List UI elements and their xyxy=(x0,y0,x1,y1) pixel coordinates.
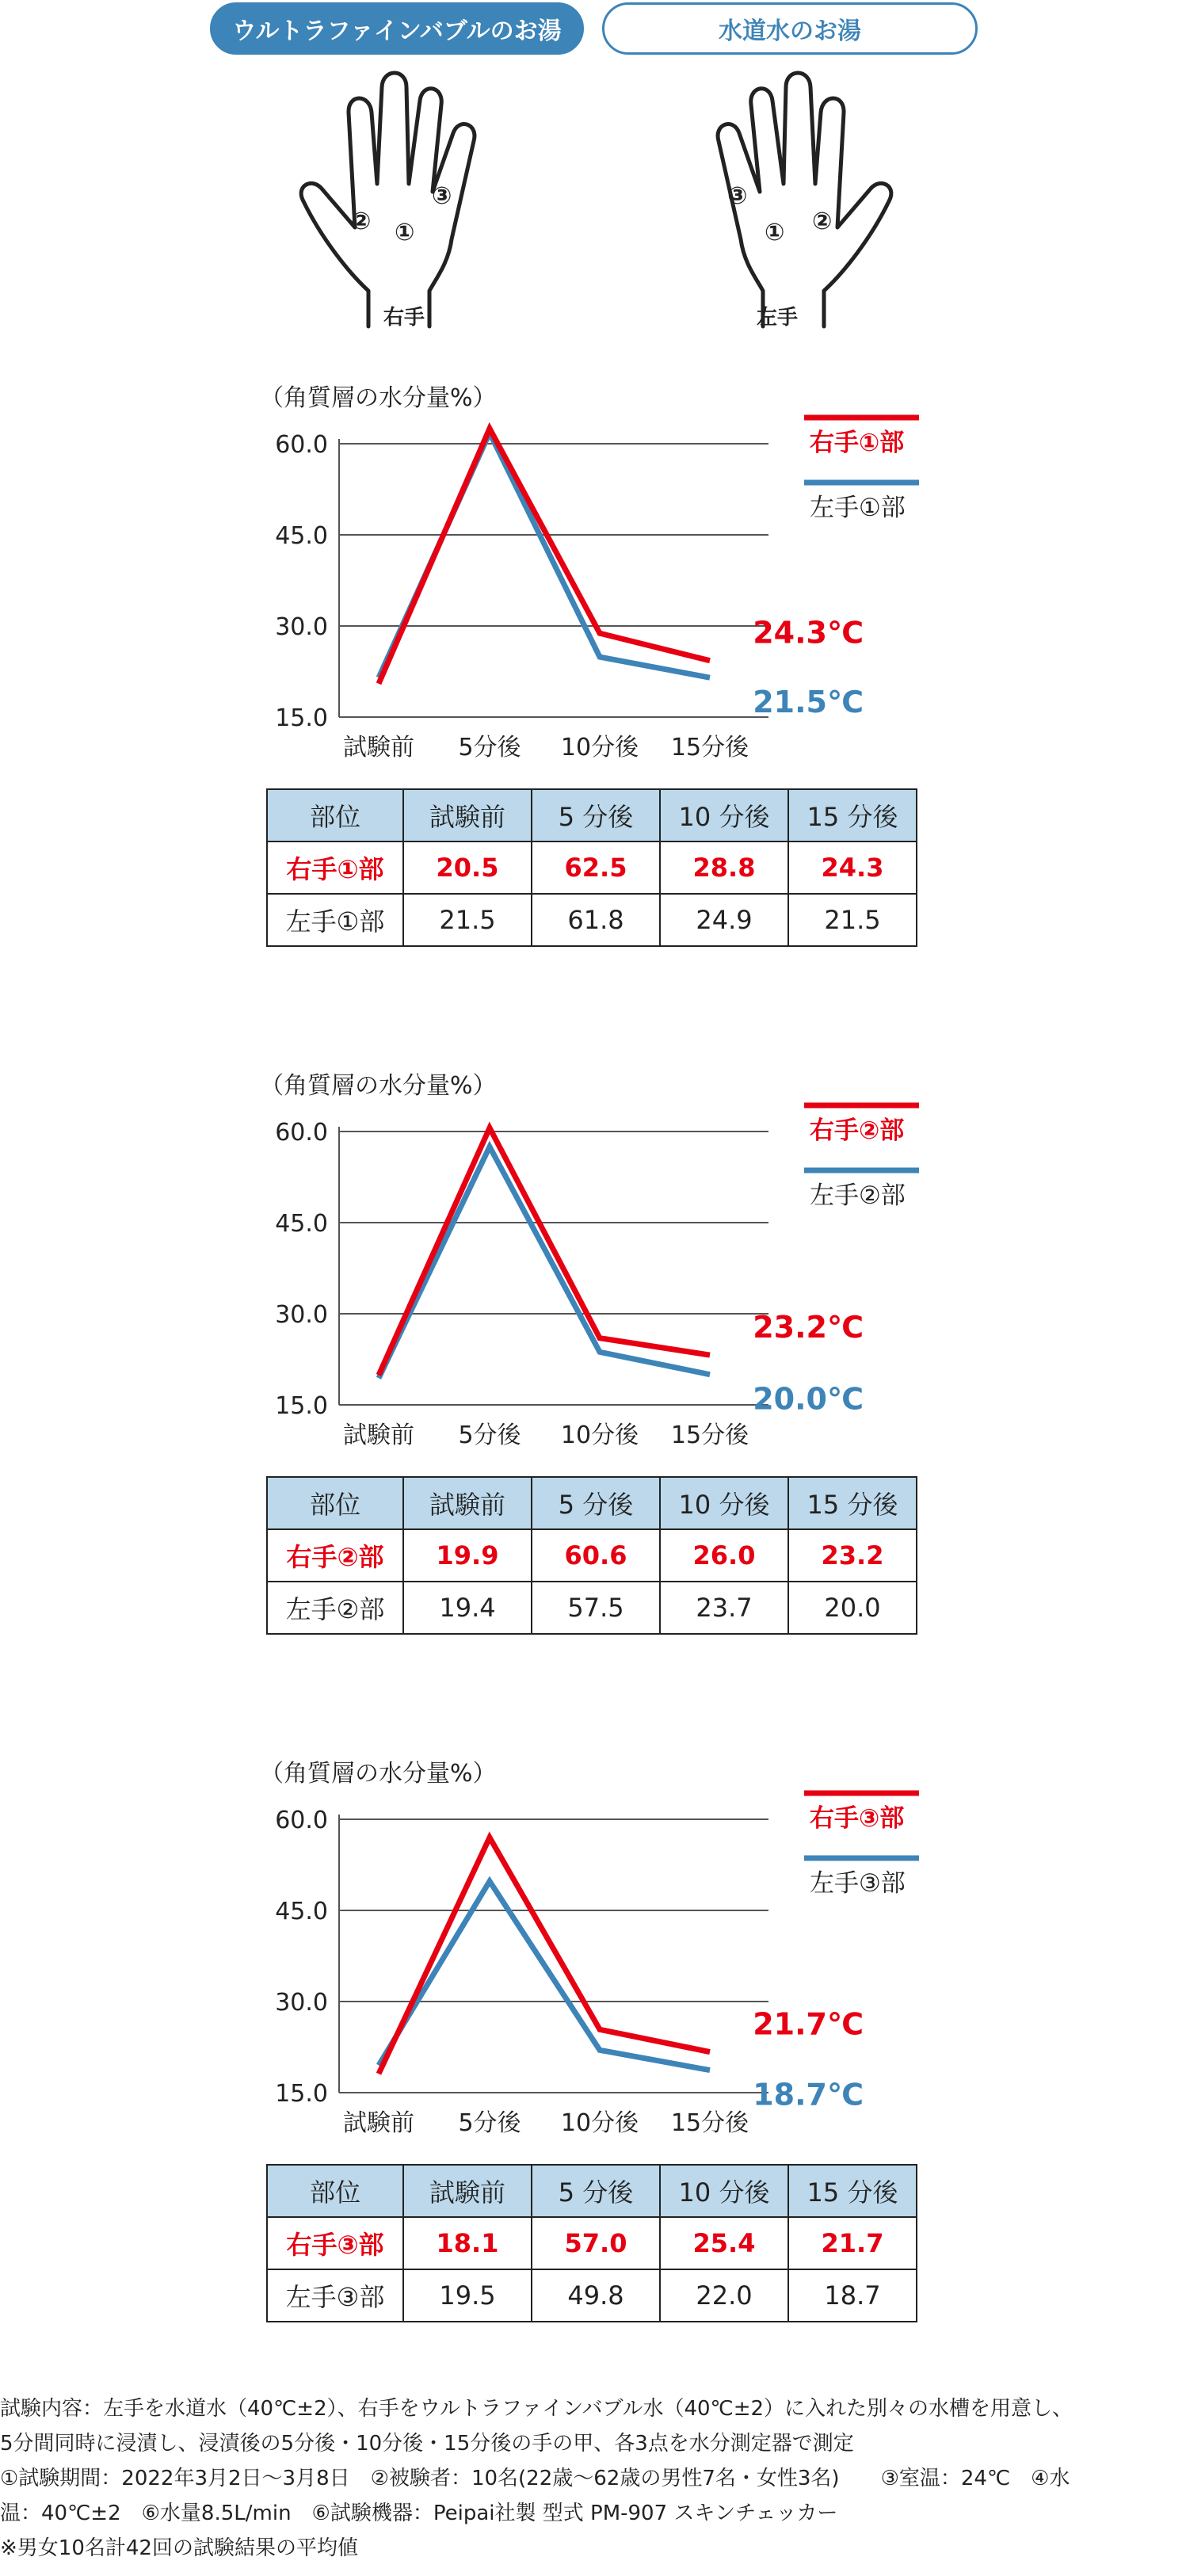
right-hand-illustration xyxy=(293,65,515,334)
x-tick-label: 10分後 xyxy=(560,1422,639,1449)
table-cell: 28.8 xyxy=(660,841,788,894)
moisture-table-2 xyxy=(266,1476,917,1635)
table-cell: 23.2 xyxy=(788,1529,917,1582)
x-tick-label: 試験前 xyxy=(343,2109,414,2137)
end-temperature-red: 21.7℃ xyxy=(753,2006,864,2042)
test-notes xyxy=(0,2391,1186,2566)
x-tick-label: 15分後 xyxy=(670,2109,749,2137)
right-hand-point-2: ② xyxy=(351,208,372,235)
tap-water-tab[interactable]: 水道水のお湯 xyxy=(602,2,978,55)
y-tick-label: 45.0 xyxy=(275,522,328,550)
table-cell: 右手③部 xyxy=(267,2217,403,2269)
moisture-table-1 xyxy=(266,788,917,947)
table-cell: 20.5 xyxy=(403,841,532,894)
end-temperature-red: 24.3℃ xyxy=(753,615,864,651)
moisture-chart-3 xyxy=(238,1748,951,2160)
table-cell: 右手①部 xyxy=(267,841,403,894)
note-line: 5分間同時に浸漬し、浸漬後の5分後・10分後・15分後の手の甲、各3点を水分測定器で測定 xyxy=(0,2432,854,2456)
y-tick-label: 30.0 xyxy=(275,1989,328,2017)
table-cell: 21.5 xyxy=(403,894,532,946)
moisture-table-3 xyxy=(266,2164,917,2322)
left-hand-point-2: ② xyxy=(812,208,833,235)
table-cell: 24.9 xyxy=(660,894,788,946)
table-cell: 57.0 xyxy=(532,2217,660,2269)
end-temperature-red: 23.2℃ xyxy=(753,1310,864,1345)
series-line-left xyxy=(379,433,710,677)
x-tick-label: 10分後 xyxy=(560,2109,639,2137)
y-tick-label: 45.0 xyxy=(275,1898,328,1925)
left-hand-illustration xyxy=(677,65,899,334)
table-cell: 57.5 xyxy=(532,1582,660,1634)
legend-label: 右手③部 xyxy=(810,1804,905,1833)
end-temperature-blue: 21.5℃ xyxy=(753,685,864,720)
table-cell: 20.0 xyxy=(788,1582,917,1634)
y-tick-label: 15.0 xyxy=(275,1392,328,1420)
table-header-cell: 部位 xyxy=(267,1477,403,1529)
note-line: ※男女10名計42回の試験結果の平均値 xyxy=(0,2536,358,2560)
table-header-cell: 10 分後 xyxy=(660,2165,788,2217)
legend-label: 左手③部 xyxy=(810,1869,906,1898)
x-tick-label: 試験前 xyxy=(343,1422,414,1449)
table-row-right xyxy=(267,1529,917,1582)
table-header-cell: 部位 xyxy=(267,2165,403,2217)
x-tick-label: 15分後 xyxy=(670,1422,749,1449)
table-cell: 24.3 xyxy=(788,841,917,894)
note-line: ①試験期間：2022年3月2日〜3月8日 ②被験者：10名(22歳〜62歳の男性7名・女性3名) ③室温：24℃ ④水 xyxy=(0,2467,1070,2490)
table-header-cell: 試験前 xyxy=(403,2165,532,2217)
table-header-row xyxy=(267,789,917,841)
table-header-cell: 試験前 xyxy=(403,1477,532,1529)
chart-svg xyxy=(238,372,951,784)
table-cell: 23.7 xyxy=(660,1582,788,1634)
table-header-cell: 10 分後 xyxy=(660,1477,788,1529)
left-hand-label: 左手 xyxy=(757,306,799,330)
moisture-chart-1 xyxy=(238,372,951,784)
table-cell: 61.8 xyxy=(532,894,660,946)
table-cell: 22.0 xyxy=(660,2269,788,2322)
x-tick-label: 試験前 xyxy=(343,734,414,761)
table-row-left xyxy=(267,2269,917,2322)
y-axis-label: （角質層の水分量%） xyxy=(260,1760,497,1788)
table-cell: 左手①部 xyxy=(267,894,403,946)
table-cell: 右手②部 xyxy=(267,1529,403,1582)
legend-label: 左手①部 xyxy=(810,494,906,522)
table-cell: 49.8 xyxy=(532,2269,660,2322)
chart-svg xyxy=(238,1060,951,1472)
table-cell: 19.9 xyxy=(403,1529,532,1582)
table-cell: 18.1 xyxy=(403,2217,532,2269)
series-line-right xyxy=(379,1838,710,2074)
table-cell: 25.4 xyxy=(660,2217,788,2269)
moisture-chart-2 xyxy=(238,1060,951,1472)
table-cell: 左手③部 xyxy=(267,2269,403,2322)
x-tick-label: 5分後 xyxy=(458,734,521,761)
right-hand-point-1: ① xyxy=(395,219,415,246)
table-cell: 60.6 xyxy=(532,1529,660,1582)
y-tick-label: 30.0 xyxy=(275,1301,328,1329)
table-cell: 26.0 xyxy=(660,1529,788,1582)
series-line-right xyxy=(379,429,710,684)
table-header-cell: 部位 xyxy=(267,789,403,841)
ufb-water-tab[interactable]: ウルトラファインバブルのお湯 xyxy=(210,2,584,55)
table-header-cell: 10 分後 xyxy=(660,789,788,841)
table-cell: 19.5 xyxy=(403,2269,532,2322)
note-line: 温：40℃±2 ⑥水量8.5L/min ⑥試験機器：Peipai社製 型式 PM-907 スキンチェッカー xyxy=(0,2502,838,2525)
table-header-row xyxy=(267,1477,917,1529)
table-header-cell: 15 分後 xyxy=(788,789,917,841)
x-tick-label: 10分後 xyxy=(560,734,639,761)
table-header-cell: 試験前 xyxy=(403,789,532,841)
legend-label: 右手①部 xyxy=(810,429,905,457)
legend-label: 右手②部 xyxy=(810,1116,905,1145)
left-hand-point-1: ① xyxy=(765,219,785,246)
y-tick-label: 45.0 xyxy=(275,1210,328,1238)
table-row-left xyxy=(267,894,917,946)
y-tick-label: 15.0 xyxy=(275,2080,328,2108)
table-row-left xyxy=(267,1582,917,1634)
x-tick-label: 15分後 xyxy=(670,734,749,761)
right-hand-point-3: ③ xyxy=(432,182,452,210)
y-tick-label: 30.0 xyxy=(275,613,328,641)
table-header-cell: 5 分後 xyxy=(532,789,660,841)
y-axis-label: （角質層の水分量%） xyxy=(260,384,497,412)
note-line: 試験内容：左手を水道水（40℃±2）、右手をウルトラファインバブル水（40℃±2）に入れた別々の水槽を用意し、 xyxy=(0,2397,1074,2421)
x-tick-label: 5分後 xyxy=(458,2109,521,2137)
end-temperature-blue: 20.0℃ xyxy=(753,1381,864,1417)
y-axis-label: （角質層の水分量%） xyxy=(260,1072,497,1100)
table-cell: 19.4 xyxy=(403,1582,532,1634)
table-header-cell: 15 分後 xyxy=(788,2165,917,2217)
table-cell: 62.5 xyxy=(532,841,660,894)
table-row-right xyxy=(267,841,917,894)
y-tick-label: 15.0 xyxy=(275,704,328,732)
table-row-right xyxy=(267,2217,917,2269)
end-temperature-blue: 18.7℃ xyxy=(753,2077,864,2112)
y-tick-label: 60.0 xyxy=(275,1807,328,1834)
table-header-cell: 5 分後 xyxy=(532,2165,660,2217)
legend-label: 左手②部 xyxy=(810,1181,906,1210)
table-header-cell: 5 分後 xyxy=(532,1477,660,1529)
table-header-cell: 15 分後 xyxy=(788,1477,917,1529)
chart-svg xyxy=(238,1748,951,2160)
left-hand-point-3: ③ xyxy=(727,182,748,210)
table-header-row xyxy=(267,2165,917,2217)
table-cell: 21.5 xyxy=(788,894,917,946)
x-tick-label: 5分後 xyxy=(458,1422,521,1449)
right-hand-label: 右手 xyxy=(383,306,425,330)
table-cell: 左手②部 xyxy=(267,1582,403,1634)
y-tick-label: 60.0 xyxy=(275,1119,328,1147)
y-tick-label: 60.0 xyxy=(275,431,328,459)
table-cell: 18.7 xyxy=(788,2269,917,2322)
table-cell: 21.7 xyxy=(788,2217,917,2269)
